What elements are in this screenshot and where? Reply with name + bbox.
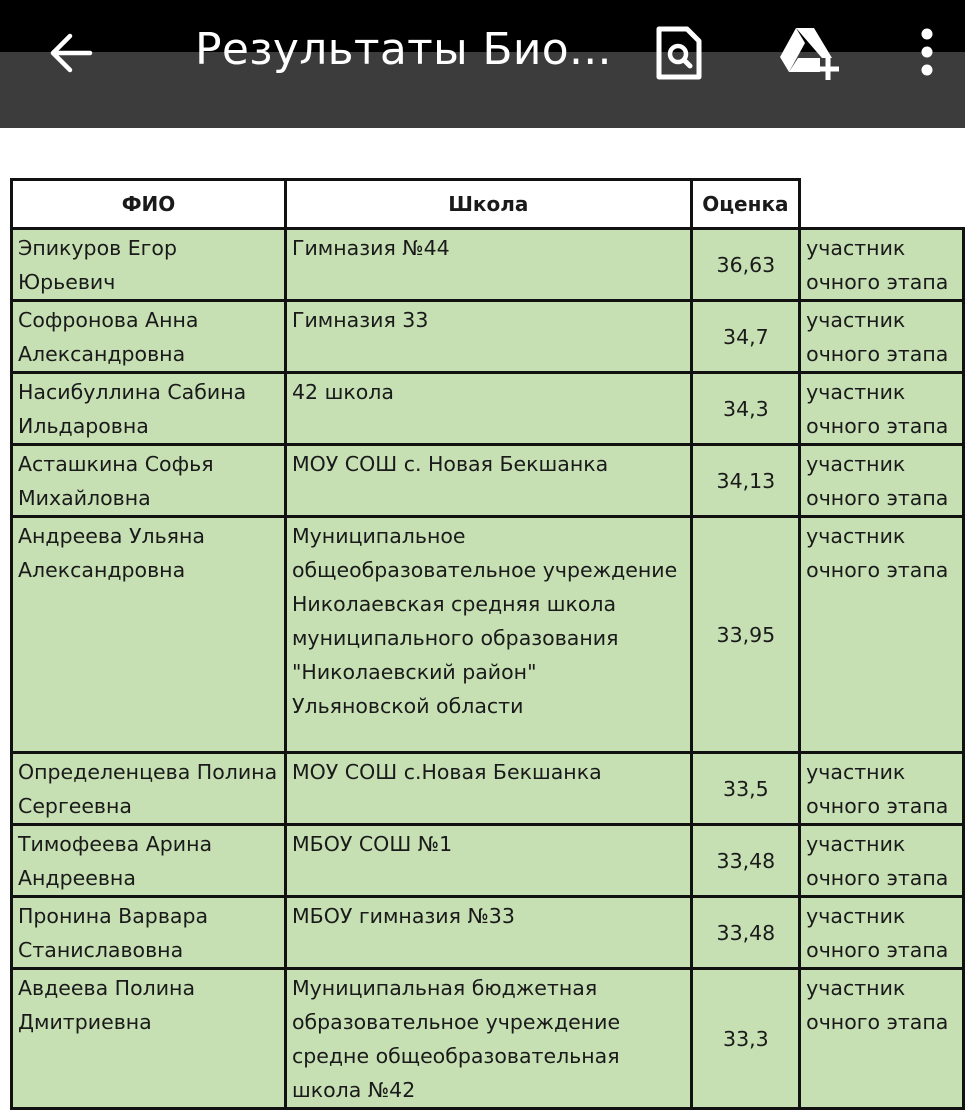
document-title: Результаты Био... — [195, 24, 612, 75]
table-row — [12, 229, 964, 301]
cell-status-line: очного этапа — [806, 342, 949, 366]
more-vert-icon — [912, 26, 942, 78]
cell-name-line: Эпикуров Егор — [18, 236, 177, 260]
table-row — [12, 897, 964, 969]
cell-school-line: Муниципальное — [291, 524, 466, 548]
cell-school-line: МОУ СОШ с.Новая Бекшанка — [291, 760, 602, 784]
cell-school — [285, 517, 691, 753]
cell-school-line: 42 школа — [291, 380, 394, 404]
cell-school — [285, 301, 691, 373]
cell-school — [285, 753, 691, 825]
header-status — [800, 180, 964, 229]
find-in-document-button[interactable] — [653, 25, 705, 81]
cell-name-line: Александровна — [18, 558, 186, 582]
cell-name — [12, 229, 286, 301]
table-row — [12, 445, 964, 517]
cell-score: 33,5 — [691, 753, 800, 825]
header-school: Школа — [285, 180, 691, 229]
cell-status — [800, 517, 964, 753]
table-row — [12, 825, 964, 897]
cell-score: 33,48 — [691, 825, 800, 897]
cell-name — [12, 753, 286, 825]
cell-score: 36,63 — [691, 229, 800, 301]
cell-name-line: Пронина Варвара — [18, 904, 209, 928]
table-row — [12, 301, 964, 373]
cell-school — [285, 229, 691, 301]
cell-status — [800, 373, 964, 445]
add-to-drive-button[interactable] — [776, 24, 846, 80]
table-row — [12, 373, 964, 445]
cell-score: 33,48 — [691, 897, 800, 969]
cell-name-line: Андреева Ульяна — [18, 524, 205, 548]
cell-school-line: Ульяновской области — [291, 694, 524, 718]
more-options-button[interactable] — [912, 26, 942, 78]
cell-school-line: общеобразовательное учреждение — [291, 558, 678, 582]
cell-name-line: Тимофеева Арина — [18, 832, 213, 856]
cell-status-line: участник — [806, 380, 906, 404]
cell-name-line: Софронова Анна — [18, 308, 199, 332]
cell-school-line: Гимназия №44 — [291, 236, 450, 260]
cell-school-line: образовательное учреждение — [291, 1010, 621, 1034]
cell-status-line: очного этапа — [806, 558, 949, 582]
cell-score: 34,7 — [691, 301, 800, 373]
cell-status-line: участник — [806, 760, 906, 784]
cell-status-line: участник — [806, 452, 906, 476]
header-name: ФИО — [12, 180, 286, 229]
cell-status-line: участник — [806, 976, 906, 1000]
cell-name — [12, 445, 286, 517]
cell-school-line: Николаевская средняя школа — [291, 592, 617, 616]
cell-school — [285, 825, 691, 897]
table-row — [12, 753, 964, 825]
table-row — [12, 969, 964, 1109]
cell-name-line: Юрьевич — [18, 270, 116, 294]
cell-school — [285, 373, 691, 445]
cell-name — [12, 825, 286, 897]
cell-status — [800, 825, 964, 897]
cell-school-line: "Николаевский район" — [291, 660, 537, 684]
cell-status — [800, 753, 964, 825]
results-table — [10, 178, 965, 1110]
cell-status — [800, 969, 964, 1109]
app-bar — [0, 0, 965, 108]
arrow-left-icon — [46, 28, 96, 78]
cell-score: 33,3 — [691, 969, 800, 1109]
cell-status-line: очного этапа — [806, 486, 949, 510]
cell-school-line: муниципального образования — [291, 626, 619, 650]
cell-status-line: очного этапа — [806, 270, 949, 294]
cell-status-line: очного этапа — [806, 938, 949, 962]
cell-name-line: Станиславовна — [18, 938, 184, 962]
cell-name-line: Ильдаровна — [18, 414, 149, 438]
cell-school-line: МОУ СОШ с. Новая Бекшанка — [291, 452, 609, 476]
cell-name-line: Асташкина Софья — [18, 452, 214, 476]
cell-status — [800, 301, 964, 373]
cell-status — [800, 897, 964, 969]
cell-status — [800, 229, 964, 301]
cell-status-line: очного этапа — [806, 1010, 949, 1034]
cell-status-line: участник — [806, 308, 906, 332]
cell-status-line: очного этапа — [806, 414, 949, 438]
header-row — [12, 180, 964, 229]
cell-name — [12, 301, 286, 373]
document-search-icon — [653, 25, 705, 81]
cell-status-line: участник — [806, 904, 906, 928]
cell-name-line: Дмитриевна — [18, 1010, 152, 1034]
cell-status-line: очного этапа — [806, 866, 949, 890]
cell-school — [285, 969, 691, 1109]
cell-score: 34,13 — [691, 445, 800, 517]
cell-school-line: МБОУ гимназия №33 — [291, 904, 515, 928]
cell-name-line: Сергеевна — [18, 794, 132, 818]
cell-name — [12, 969, 286, 1109]
cell-status — [800, 445, 964, 517]
back-button[interactable] — [46, 28, 96, 78]
cell-status-line: очного этапа — [806, 794, 949, 818]
cell-name-line: Насибуллина Сабина — [18, 380, 247, 404]
table-row — [12, 517, 964, 753]
cell-name-line: Михайловна — [18, 486, 151, 510]
cell-name — [12, 373, 286, 445]
google-drive-add-icon — [776, 24, 846, 80]
cell-status-line: участник — [806, 832, 906, 856]
cell-name-line: Александровна — [18, 342, 186, 366]
cell-name — [12, 517, 286, 753]
cell-school-line: школа №42 — [291, 1078, 416, 1102]
cell-status-line: участник — [806, 524, 906, 548]
cell-school-line: средне общеобразовательная — [291, 1044, 620, 1068]
cell-school-line: МБОУ СОШ №1 — [291, 832, 453, 856]
cell-school-line: Муниципальная бюджетная — [291, 976, 598, 1000]
header-score: Оценка — [691, 180, 800, 229]
cell-school — [285, 897, 691, 969]
cell-name-line: Определенцева Полина — [18, 760, 278, 784]
cell-name-line: Авдеева Полина — [18, 976, 196, 1000]
spreadsheet-viewer[interactable] — [0, 128, 965, 1102]
cell-score: 33,95 — [691, 517, 800, 753]
cell-school — [285, 445, 691, 517]
cell-score: 34,3 — [691, 373, 800, 445]
cell-school-line: Гимназия 33 — [291, 308, 429, 332]
cell-status-line: участник — [806, 236, 906, 260]
cell-name-line: Андреевна — [18, 866, 136, 890]
cell-name — [12, 897, 286, 969]
